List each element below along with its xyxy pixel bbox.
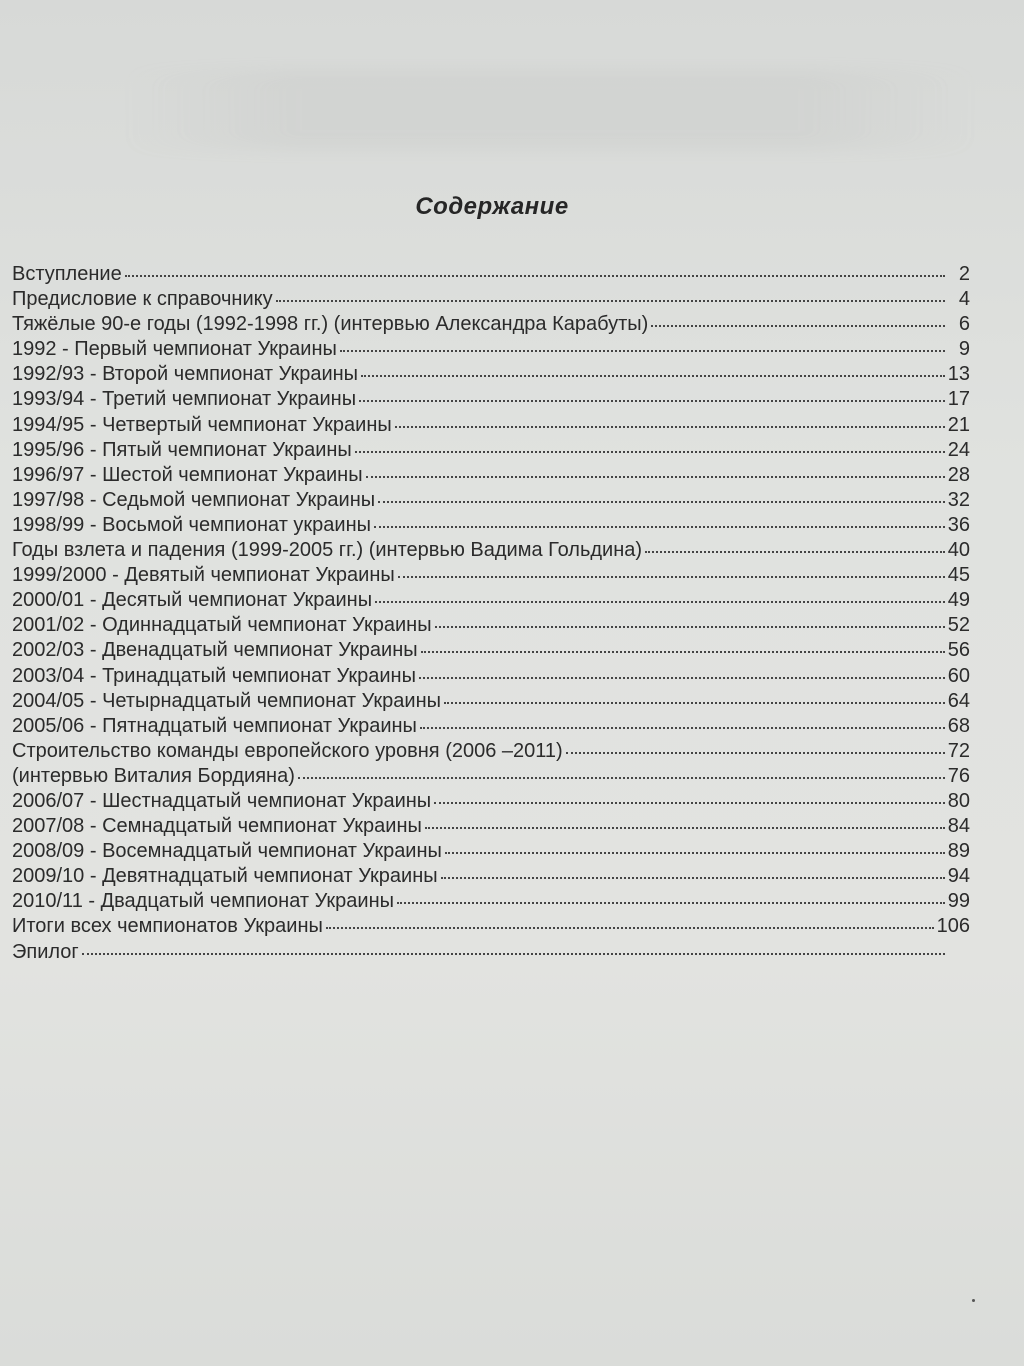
- dot-leader: [435, 626, 945, 628]
- toc-entry-page-number: 28: [947, 463, 970, 486]
- toc-entry: [12, 739, 970, 764]
- dot-leader: [441, 877, 945, 879]
- toc-entry-page-number: 76: [947, 764, 970, 787]
- toc-entry-title: Тяжёлые 90-е годы (1992-1998 гг.) (интервью Александра Карабуты): [12, 313, 649, 336]
- toc-entry: [12, 488, 970, 513]
- toc-entry: [12, 588, 970, 613]
- toc-entry-page-number: 99: [947, 890, 970, 913]
- dot-leader: [82, 953, 945, 955]
- toc-entry-title: 1992/93 - Второй чемпионат Украины: [12, 363, 359, 386]
- toc-entry: [12, 337, 970, 362]
- dot-leader: [444, 702, 945, 704]
- toc-entry-title: Вступление: [12, 263, 122, 285]
- dot-leader: [375, 601, 945, 603]
- toc-entry: [12, 312, 970, 337]
- toc-entry-title: 2002/03 - Двенадцатый чемпионат Украины: [12, 639, 418, 662]
- toc-entry: [12, 262, 970, 287]
- table-of-contents: [12, 262, 970, 965]
- toc-entry-title: 1992 - Первый чемпионат Украины: [12, 338, 337, 361]
- toc-entry-page-number: 49: [947, 589, 970, 612]
- toc-entry: [12, 940, 970, 965]
- dot-leader: [276, 300, 945, 302]
- dot-leader: [566, 752, 945, 754]
- dot-leader: [125, 275, 945, 277]
- toc-entry: [12, 438, 970, 463]
- toc-entry-title: 2003/04 - Тринадцатый чемпионат Украины: [12, 664, 416, 687]
- toc-entry-title: 1994/95 - Четвертый чемпионат Украины: [12, 413, 392, 436]
- toc-entry-title: 2009/10 - Девятнадцатый чемпионат Украины: [12, 865, 438, 888]
- toc-entry-title: 2001/02 - Одиннадцатый чемпионат Украины: [12, 614, 432, 637]
- toc-entry: [12, 914, 970, 939]
- toc-entry-page-number: 2: [958, 263, 970, 285]
- toc-entry-page-number: 40: [947, 539, 970, 562]
- dot-leader: [340, 350, 945, 352]
- dot-leader: [359, 400, 945, 402]
- dot-leader: [420, 727, 945, 729]
- toc-entry-page-number: 60: [947, 664, 970, 687]
- dot-leader: [361, 375, 945, 377]
- page-title: Содержание: [415, 193, 569, 220]
- dot-leader: [326, 927, 934, 929]
- toc-entry-title: 1993/94 - Третий чемпионат Украины: [12, 388, 357, 411]
- toc-entry-page-number: 13: [947, 363, 970, 386]
- dot-leader: [651, 325, 945, 327]
- toc-entry-page-number: 17: [947, 388, 970, 411]
- toc-entry: [12, 513, 970, 538]
- toc-entry-page-number: 36: [947, 513, 970, 536]
- toc-entry-title: Итоги всех чемпионатов Украины: [12, 915, 323, 938]
- print-speck: [972, 1299, 975, 1302]
- toc-entry-title: Эпилог: [12, 940, 79, 963]
- toc-entry: [12, 789, 970, 814]
- toc-entry-page-number: 52: [947, 614, 970, 637]
- toc-entry-title: Предисловие к справочнику: [12, 288, 273, 311]
- toc-entry-page-number: 4: [958, 288, 970, 311]
- toc-entry-title: 2008/09 - Восемнадцатый чемпионат Украины: [12, 840, 442, 863]
- dot-leader: [421, 651, 945, 653]
- toc-entry: [12, 889, 970, 914]
- toc-entry-title: Строительство команды европейского уровня (2006 –2011): [12, 739, 563, 762]
- toc-entry-title: 2007/08 - Семнадцатый чемпионат Украины: [12, 815, 422, 838]
- toc-entry-page-number: 6: [958, 313, 970, 336]
- toc-entry-title: 1995/96 - Пятый чемпионат Украины: [12, 438, 352, 461]
- toc-entry-title: (интервью Виталия Бордияна): [12, 764, 295, 787]
- toc-entry: [12, 714, 970, 739]
- dot-leader: [645, 551, 945, 553]
- toc-entry: [12, 664, 970, 689]
- toc-entry: [12, 613, 970, 638]
- toc-entry: [12, 362, 970, 387]
- toc-entry-title: 1997/98 - Седьмой чемпионат Украины: [12, 488, 376, 511]
- toc-entry: [12, 764, 970, 789]
- toc-entry-page-number: 64: [947, 689, 970, 712]
- dot-leader: [366, 476, 945, 478]
- toc-entry-title: 2006/07 - Шестнадцатый чемпионат Украины: [12, 789, 432, 812]
- toc-entry-title: 2004/05 - Четырнадцатый чемпионат Украины: [12, 689, 442, 712]
- toc-entry-page-number: 68: [947, 714, 970, 737]
- toc-entry-page-number: 89: [947, 840, 970, 863]
- dot-leader: [355, 451, 945, 453]
- dot-leader: [298, 777, 945, 779]
- toc-entry-page-number: 32: [947, 488, 970, 511]
- dot-leader: [425, 827, 945, 829]
- toc-entry-page-number: 94: [947, 865, 970, 888]
- toc-entry: [12, 839, 970, 864]
- dot-leader: [397, 902, 945, 904]
- dot-leader: [445, 852, 945, 854]
- toc-entry-title: 2005/06 - Пятнадцатый чемпионат Украины: [12, 714, 417, 737]
- toc-entry-title: 2010/11 - Двадцатый чемпионат Украины: [12, 890, 394, 913]
- dot-leader: [374, 526, 945, 528]
- toc-entry-page-number: 45: [947, 564, 970, 587]
- toc-entry-page-number: 21: [947, 413, 970, 436]
- toc-entry: [12, 638, 970, 663]
- toc-entry: [12, 413, 970, 438]
- show-through-text: [120, 70, 980, 150]
- dot-leader: [395, 426, 945, 428]
- toc-entry: [12, 387, 970, 412]
- toc-entry: [12, 689, 970, 714]
- toc-entry: [12, 287, 970, 312]
- dot-leader: [434, 802, 945, 804]
- toc-entry-page-number: 106: [936, 915, 970, 938]
- toc-entry-page-number: 72: [947, 739, 970, 762]
- toc-entry-page-number: 80: [947, 789, 970, 812]
- toc-entry-page-number: 24: [947, 438, 970, 461]
- toc-entry: [12, 538, 970, 563]
- toc-entry-page-number: 56: [947, 639, 970, 662]
- toc-entry: [12, 563, 970, 588]
- toc-entry: [12, 463, 970, 488]
- dot-leader: [398, 576, 945, 578]
- dot-leader: [419, 677, 945, 679]
- toc-entry-title: 1999/2000 - Девятый чемпионат Украины: [12, 564, 395, 587]
- toc-entry-title: 1998/99 - Восьмой чемпионат украины: [12, 513, 372, 536]
- toc-entry-title: 1996/97 - Шестой чемпионат Украины: [12, 463, 363, 486]
- toc-entry-title: 2000/01 - Десятый чемпионат Украины: [12, 589, 373, 612]
- toc-entry: [12, 864, 970, 889]
- toc-entry-title: Годы взлета и падения (1999-2005 гг.) (интервью Вадима Гольдина): [12, 539, 643, 562]
- toc-entry-page-number: 9: [958, 338, 970, 361]
- dot-leader: [378, 501, 945, 503]
- toc-entry-page-number: 84: [947, 815, 970, 838]
- toc-entry: [12, 814, 970, 839]
